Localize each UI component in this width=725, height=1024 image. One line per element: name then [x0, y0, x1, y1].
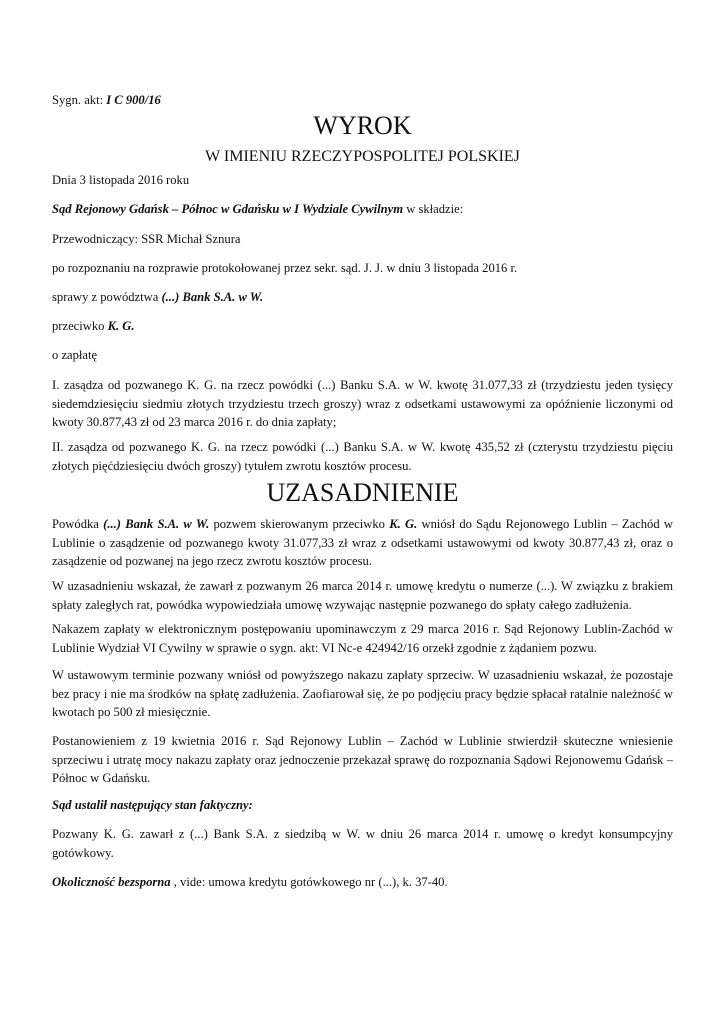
undisputed-label: Okoliczność bezsporna — [52, 875, 171, 889]
p1-defendant: K. G. — [389, 517, 418, 531]
court-composition — [52, 200, 673, 219]
case-prefix: sprawy z powództwa — [52, 290, 162, 304]
undisputed-text: , vide: umowa kredytu gotówkowego nr (...), k. 37-40. — [170, 875, 448, 889]
document-title: WYROK — [313, 111, 412, 140]
case-signature-label: Sygn. akt: — [52, 93, 107, 107]
document-subtitle: W IMIENIU RZECZYPOSPOLITEJ POLSKIEJ — [205, 148, 520, 165]
defendant-name: K. G. — [107, 319, 135, 333]
against-prefix: przeciwko — [52, 319, 108, 333]
justification-paragraph-1 — [52, 515, 673, 571]
plaintiff-name: (...) Bank S.A. w W. — [161, 290, 264, 304]
case-defendant — [52, 317, 673, 336]
p1-a: Powódka — [52, 517, 104, 531]
case-plaintiff — [52, 288, 673, 307]
case-signature — [52, 91, 161, 110]
justification-title: UZASADNIENIE — [266, 478, 459, 507]
justification-paragraph-5: Postanowieniem z 19 kwietnia 2016 r. Sąd Rejonowy Lublin – Zachód w Lublinie stwierdził skuteczne wniesienie sprzeciwu i utratę mocy nakazu zapłaty oraz jednoczenie przekazał sprawę do rozpoznania Sądowi Rejonowemu Gdańsk – Północ w Gdańsku. — [52, 734, 673, 785]
p1-c: pozwem skierowanym przeciwko — [209, 517, 390, 531]
case-signature-value: I C 900/16 — [106, 93, 161, 107]
justification-paragraph-4: W ustawowym terminie pozwany wniósł od powyższego nakazu zapłaty sprzeciw. W uzasadnieniu wskazał, że pozostaje bez pracy i nie ma środków na spłatę zadłużenia. Zaofiarował się, że po podjęciu pracy będzie spłacał ratalnie należność w kwotach po 500 zł miesięcznie. — [52, 668, 673, 719]
facts-heading: Sąd ustalił następujący stan faktyczny: — [52, 798, 253, 812]
justification-paragraph-2: W uzasadnieniu wskazał, że zawarł z pozwanym 26 marca 2014 r. umowę kredytu o numerze (...). W związku z brakiem spłaty zaległych rat, powódka wypowiedziała umowę wzywając następnie pozwanego do spłaty całego zadłużenia. — [52, 579, 673, 612]
facts-paragraph: Pozwany K. G. zawarł z (...) Bank S.A. z siedzibą w W. w dniu 26 marca 2014 r. umowę o kredyt konsumpcyjny gotówkowy. — [52, 827, 673, 860]
court-name: Sąd Rejonowy Gdańsk – Północ w Gdańsku w I Wydziale Cywilnym — [52, 202, 404, 216]
undisputed-fact — [52, 873, 673, 892]
verdict-point-1: I. zasądza od pozwanego K. G. na rzecz powódki (...) Banku S.A. w W. kwotę 31.077,33 zł (trzydziestu jeden tysięcy siedemdziesięciu siedmiu złotych trzydziestu trzech groszy) wraz z odsetkami ustawowymi za opóźnienie liczonymi od kwoty 30.877,43 zł od 23 marca 2016 r. do dnia zapłaty; — [52, 378, 673, 429]
justification-paragraph-3: Nakazem zapłaty w elektronicznym postępowaniu upominawczym z 29 marca 2016 r. Sąd Rejonowy Lublin-Zachód w Lublinie Wydział VI Cywilny w sprawie o sygn. akt: VI Nc-e 424942/16 orzekł zgodnie z żądaniem pozwu. — [52, 622, 673, 655]
presiding-judge: Przewodniczący: SSR Michał Sznura — [52, 232, 241, 246]
court-suffix: w składzie: — [403, 202, 464, 216]
verdict-point-2: II. zasądza od pozwanego K. G. na rzecz powódki (...) Banku S.A. w W. kwotę 435,52 zł (czterystu trzydziestu pięciu złotych pięćdziesięciu dwóch groszy) tytułem zwrotu kosztów procesu. — [52, 440, 673, 473]
p1-plaintiff: (...) Bank S.A. w W. — [103, 517, 210, 531]
judgment-date: Dnia 3 listopada 2016 roku — [52, 173, 190, 187]
hearing-info: po rozpoznaniu na rozprawie protokołowanej przez sekr. sąd. J. J. w dniu 3 listopada 2016 r. — [52, 261, 518, 275]
case-subject: o zapłatę — [52, 348, 98, 362]
p1-e: wniósł do Sądu Rejonowego Lublin – Zachód w Lublinie o zasądzenie od pozwanego kwoty 31.077,33 zł wraz z odsetkami ustawowymi od kwoty 30.877,43 zł, oraz o zasądzenie od pozwanej na jego rzecz zwrotu kosztów procesu. — [52, 517, 673, 568]
